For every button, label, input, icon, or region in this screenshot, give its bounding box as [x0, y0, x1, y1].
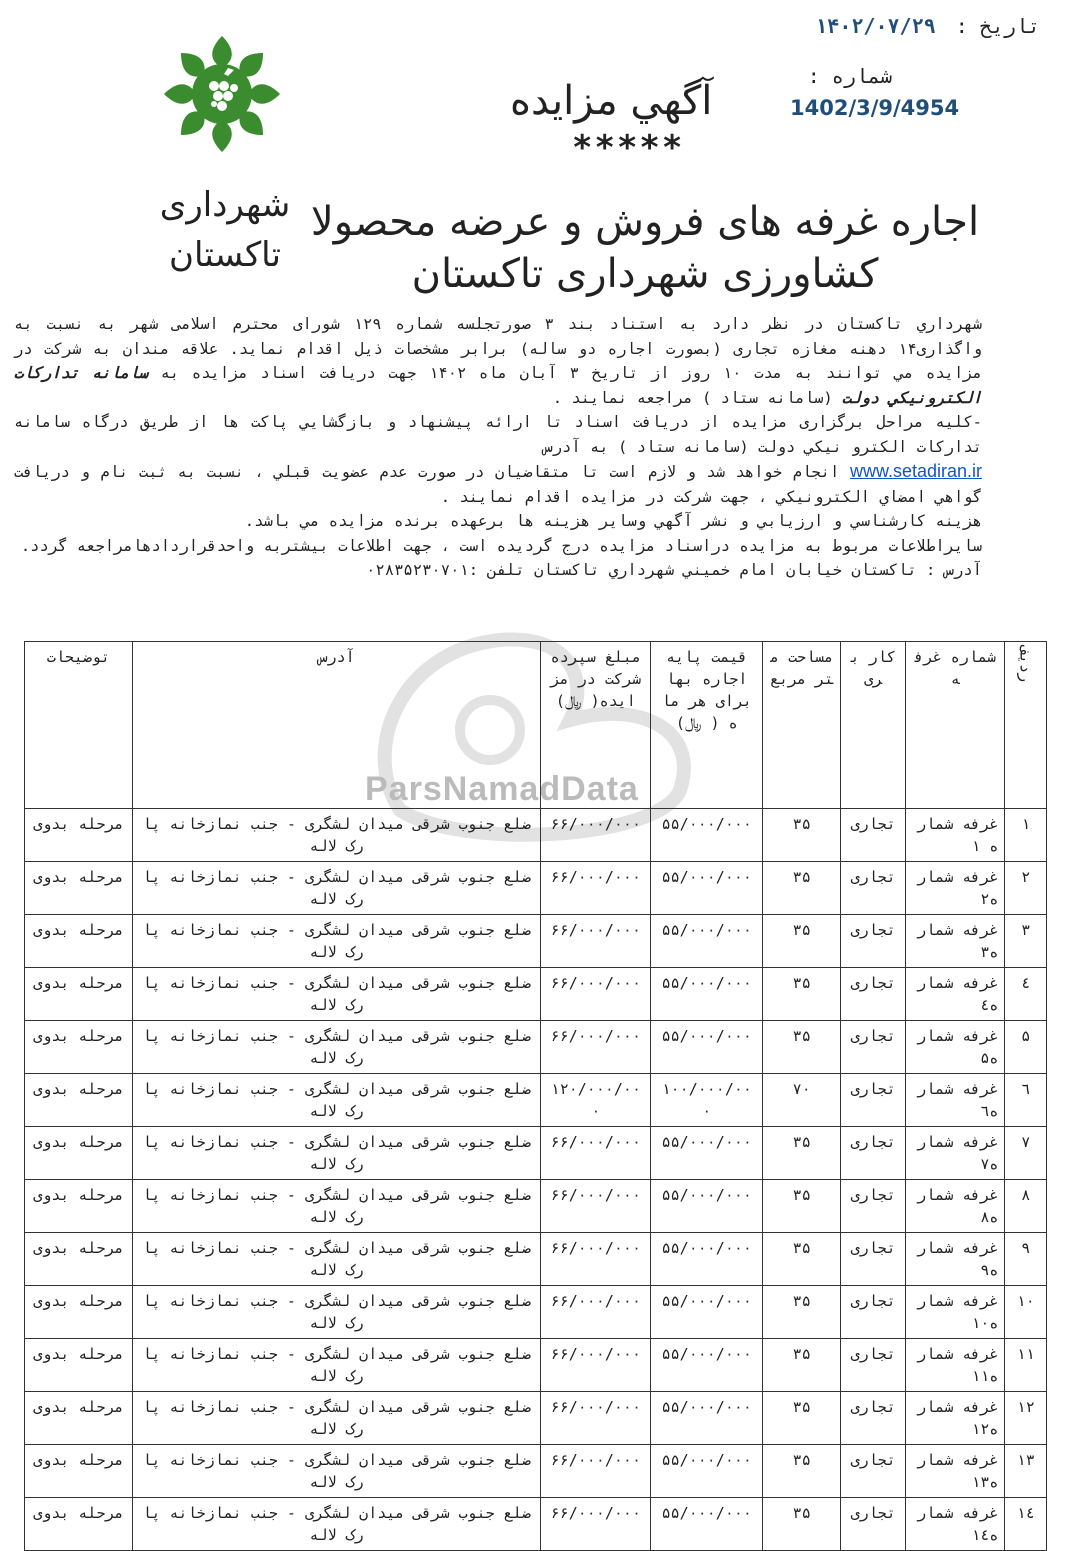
cell-deposit: ۶۶/۰۰۰/۰۰۰ [541, 1233, 651, 1286]
table-row [25, 1074, 1047, 1127]
cell-area: ۳۵ [763, 968, 841, 1021]
cell-number: غرفه شماره۹ [906, 1233, 1005, 1286]
cell-use: تجاری [841, 1021, 906, 1074]
org-name [150, 180, 300, 280]
cell-address: ضلع جنوب شرقی میدان لشگری - جنب نمازخانه پارک لاله [132, 1180, 541, 1233]
cell-area: ۳۵ [763, 1233, 841, 1286]
setadiran-link[interactable]: www.setadiran.ir [849, 461, 982, 481]
cell-rent: ۵۵/۰۰۰/۰۰۰ [651, 1286, 763, 1339]
cell-deposit: ۶۶/۰۰۰/۰۰۰ [541, 1392, 651, 1445]
cell-deposit: ۶۶/۰۰۰/۰۰۰ [541, 1021, 651, 1074]
cell-desc: مرحله بدوی [25, 968, 133, 1021]
body-paragraph-4: سايراطلاعات مربوط به مزايده دراسناد مزايده درج گرديده است ، جهت اطلاعات بيشتربه واحدقراردادهامراجعه گردد. [20, 536, 982, 555]
cell-desc: مرحله بدوی [25, 1233, 133, 1286]
cell-deposit: ۶۶/۰۰۰/۰۰۰ [541, 915, 651, 968]
cell-number: غرفه شماره۱٤ [906, 1498, 1005, 1551]
cell-area: ۳۵ [763, 1392, 841, 1445]
cell-number: غرفه شماره۳ [906, 915, 1005, 968]
cell-row: ۷ [1005, 1127, 1047, 1180]
cell-deposit: ۱۲۰/۰۰۰/۰۰۰ [541, 1074, 651, 1127]
cell-number: غرفه شماره۵ [906, 1021, 1005, 1074]
cell-row: ۹ [1005, 1233, 1047, 1286]
cell-area: ۳۵ [763, 862, 841, 915]
cell-rent: ۵۵/۰۰۰/۰۰۰ [651, 809, 763, 862]
cell-number: غرفه شماره٦ [906, 1074, 1005, 1127]
body-p2-end: انجام خواهد شد و لازم است تا متقاضيان در صورت عدم عضويت قبلي ، نسبت به ثبت نام و دريافت گواهي امضاي الكترونيكي ، جهت شركت در مزايده اقدام نمايند . [14, 463, 982, 506]
cell-use: تجاری [841, 1339, 906, 1392]
cell-deposit: ۶۶/۰۰۰/۰۰۰ [541, 1498, 651, 1551]
cell-use: تجاری [841, 1286, 906, 1339]
notice-title: آگهي مزايده [510, 78, 713, 124]
table-row [25, 1180, 1047, 1233]
table-row [25, 1339, 1047, 1392]
cell-rent: ۱۰۰/۰۰۰/۰۰۰ [651, 1074, 763, 1127]
cell-row: ۱۳ [1005, 1445, 1047, 1498]
cell-area: ۳۵ [763, 1498, 841, 1551]
stars-decoration: ***** [572, 128, 685, 168]
cell-address: ضلع جنوب شرقی میدان لشگری - جنب نمازخانه پارک لاله [132, 1498, 541, 1551]
cell-area: ۷۰ [763, 1074, 841, 1127]
watermark-text: ParsNamadData [365, 770, 639, 808]
cell-row: ۱ [1005, 809, 1047, 862]
cell-use: تجاری [841, 1180, 906, 1233]
body-p1-end: (سامانه ستاد ) مراجعه نمايند . [552, 388, 833, 407]
table-row [25, 1498, 1047, 1551]
notice-body [14, 312, 982, 583]
body-p2-text: -كليه مراحل برگزاری مزايده از دريافت اسناد تا ارائه پيشنهاد و بازگشايي پاكت ها از طريق درگاه سامانه تداركات الكترو نيكي دولت (سامانه ستاد ) به آدرس [14, 413, 982, 456]
cell-desc: مرحله بدوی [25, 862, 133, 915]
cell-row: ۱۱ [1005, 1339, 1047, 1392]
cell-area: ۳۵ [763, 1021, 841, 1074]
cell-number: غرفه شماره۲ [906, 862, 1005, 915]
cell-area: ۳۵ [763, 1180, 841, 1233]
municipality-grape-logo-icon [162, 34, 282, 154]
cell-deposit: ۶۶/۰۰۰/۰۰۰ [541, 1445, 651, 1498]
cell-area: ۳۵ [763, 809, 841, 862]
cell-row: ۱۰ [1005, 1286, 1047, 1339]
cell-address: ضلع جنوب شرقی میدان لشگری - جنب نمازخانه پارک لاله [132, 1074, 541, 1127]
headline-line-1: اجاره غرفه های فروش و عرضه محصولا [310, 199, 980, 245]
number-label: شماره : [807, 64, 892, 88]
cell-row: ۵ [1005, 1021, 1047, 1074]
cell-desc: مرحله بدوی [25, 1498, 133, 1551]
cell-address: ضلع جنوب شرقی میدان لشگری - جنب نمازخانه پارک لاله [132, 1233, 541, 1286]
date-line [815, 14, 1040, 38]
date-label: تاریخ : [955, 14, 1040, 38]
cell-rent: ۵۵/۰۰۰/۰۰۰ [651, 915, 763, 968]
cell-desc: مرحله بدوی [25, 1021, 133, 1074]
cell-rent: ۵۵/۰۰۰/۰۰۰ [651, 1127, 763, 1180]
cell-address: ضلع جنوب شرقی میدان لشگری - جنب نمازخانه پارک لاله [132, 1286, 541, 1339]
lots-table [24, 641, 1047, 1551]
col-header-rent: قیمت پایه اجاره بها برای هر ماه ( ﷼) [651, 642, 763, 809]
cell-row: ۸ [1005, 1180, 1047, 1233]
cell-use: تجاری [841, 809, 906, 862]
cell-row: ۱۲ [1005, 1392, 1047, 1445]
cell-row: ٤ [1005, 968, 1047, 1021]
cell-use: تجاری [841, 1392, 906, 1445]
cell-rent: ۵۵/۰۰۰/۰۰۰ [651, 1180, 763, 1233]
cell-rent: ۵۵/۰۰۰/۰۰۰ [651, 862, 763, 915]
col-header-desc: توضیحات [25, 642, 133, 809]
table-row [25, 915, 1047, 968]
cell-number: غرفه شماره۱۳ [906, 1445, 1005, 1498]
cell-deposit: ۶۶/۰۰۰/۰۰۰ [541, 862, 651, 915]
col-header-use: کار بری [841, 642, 906, 809]
table-row [25, 1127, 1047, 1180]
cell-use: تجاری [841, 1127, 906, 1180]
cell-desc: مرحله بدوی [25, 1445, 133, 1498]
cell-desc: مرحله بدوی [25, 809, 133, 862]
col-header-deposit: مبلغ سپرده شرکت در مزایده( ﷼) [541, 642, 651, 809]
cell-use: تجاری [841, 915, 906, 968]
cell-area: ۳۵ [763, 1339, 841, 1392]
col-header-area: مساحت متر مربع [763, 642, 841, 809]
cell-desc: مرحله بدوی [25, 1127, 133, 1180]
cell-rent: ۵۵/۰۰۰/۰۰۰ [651, 1021, 763, 1074]
table-row [25, 968, 1047, 1021]
table-row [25, 1233, 1047, 1286]
body-paragraph-2b [14, 459, 982, 509]
headline-line-2: کشاورزی شهرداری تاکستان [411, 251, 879, 297]
cell-address: ضلع جنوب شرقی میدان لشگری - جنب نمازخانه پارک لاله [132, 862, 541, 915]
body-p1-emphasis: سامانه تداركات الكترونيكي دولت [14, 364, 982, 407]
cell-deposit: ۶۶/۰۰۰/۰۰۰ [541, 968, 651, 1021]
cell-area: ۳۵ [763, 915, 841, 968]
cell-deposit: ۶۶/۰۰۰/۰۰۰ [541, 1339, 651, 1392]
cell-use: تجاری [841, 1074, 906, 1127]
cell-address: ضلع جنوب شرقی میدان لشگری - جنب نمازخانه پارک لاله [132, 1392, 541, 1445]
cell-rent: ۵۵/۰۰۰/۰۰۰ [651, 1339, 763, 1392]
cell-desc: مرحله بدوی [25, 1339, 133, 1392]
cell-desc: مرحله بدوی [25, 1392, 133, 1445]
cell-rent: ۵۵/۰۰۰/۰۰۰ [651, 1445, 763, 1498]
cell-number: غرفه شماره ۱ [906, 809, 1005, 862]
cell-address: ضلع جنوب شرقی میدان لشگری - جنب نمازخانه پارک لاله [132, 809, 541, 862]
body-p1-text: شهرداري تاكستان در نظر دارد به استناد بند ۳ صورتجلسه شماره ۱۲۹ شورای محترم اسلامی شهر به نسبت به واگذاری۱۴ دهنه مغازه تجاری (بصورت اجاره دو ساله) برابر مشخصات ذيل اقدام نمايد. علاقه مندان به شركت در مزايده مي توانند به مدت ۱۰ روز از تاريخ ۳ آبان ماه ۱۴۰۲ جهت دريافت اسناد مزايده به [14, 315, 983, 382]
cell-row: ۲ [1005, 862, 1047, 915]
cell-address: ضلع جنوب شرقی میدان لشگری - جنب نمازخانه پارک لاله [132, 968, 541, 1021]
cell-deposit: ۶۶/۰۰۰/۰۰۰ [541, 1286, 651, 1339]
cell-number: غرفه شماره۱۲ [906, 1392, 1005, 1445]
table-row [25, 1445, 1047, 1498]
col-header-row: ردیف [1005, 642, 1047, 809]
cell-deposit: ۶۶/۰۰۰/۰۰۰ [541, 1180, 651, 1233]
address-line: آدرس : تاكستان خيابان امام خميني شهرداري تاكستان تلفن :۰۲۸۳۵۲۳۰۷۰۱ [366, 561, 982, 579]
number-value: 1402/3/9/4954 [790, 96, 960, 120]
cell-rent: ۵۵/۰۰۰/۰۰۰ [651, 1233, 763, 1286]
cell-rent: ۵۵/۰۰۰/۰۰۰ [651, 968, 763, 1021]
cell-desc: مرحله بدوی [25, 915, 133, 968]
cell-rent: ۵۵/۰۰۰/۰۰۰ [651, 1392, 763, 1445]
cell-address: ضلع جنوب شرقی میدان لشگری - جنب نمازخانه پارک لاله [132, 1445, 541, 1498]
cell-row: ٦ [1005, 1074, 1047, 1127]
cell-number: غرفه شماره۱۰ [906, 1286, 1005, 1339]
cell-use: تجاری [841, 1445, 906, 1498]
table-row [25, 809, 1047, 862]
cell-desc: مرحله بدوی [25, 1074, 133, 1127]
cell-desc: مرحله بدوی [25, 1180, 133, 1233]
cell-deposit: ۶۶/۰۰۰/۰۰۰ [541, 1127, 651, 1180]
org-name-line-1: شهرداری [159, 185, 291, 225]
cell-number: غرفه شماره۷ [906, 1127, 1005, 1180]
table-row [25, 1392, 1047, 1445]
body-paragraph-1 [14, 312, 982, 410]
cell-use: تجاری [841, 1233, 906, 1286]
table-row [25, 1021, 1047, 1074]
cell-area: ۳۵ [763, 1127, 841, 1180]
table-body [25, 809, 1047, 1551]
cell-rent: ۵۵/۰۰۰/۰۰۰ [651, 1498, 763, 1551]
cell-number: غرفه شماره۱۱ [906, 1339, 1005, 1392]
cell-number: غرفه شماره۸ [906, 1180, 1005, 1233]
headline [300, 196, 990, 300]
cell-address: ضلع جنوب شرقی میدان لشگری - جنب نمازخانه پارک لاله [132, 1339, 541, 1392]
cell-area: ۳۵ [763, 1445, 841, 1498]
org-name-line-2: تاکستان [169, 235, 281, 275]
cell-address: ضلع جنوب شرقی میدان لشگری - جنب نمازخانه پارک لاله [132, 1127, 541, 1180]
cell-address: ضلع جنوب شرقی میدان لشگری - جنب نمازخانه پارک لاله [132, 915, 541, 968]
col-header-address: آدرس [132, 642, 541, 809]
cell-deposit: ۶۶/۰۰۰/۰۰۰ [541, 809, 651, 862]
cell-row: ۱٤ [1005, 1498, 1047, 1551]
cell-row: ۳ [1005, 915, 1047, 968]
cell-address: ضلع جنوب شرقی میدان لشگری - جنب نمازخانه پارک لاله [132, 1021, 541, 1074]
cell-area: ۳۵ [763, 1286, 841, 1339]
body-paragraph-2 [14, 410, 982, 459]
col-header-number: شماره غرفه [906, 642, 1005, 809]
table-row [25, 1286, 1047, 1339]
cell-use: تجاری [841, 1498, 906, 1551]
table-row [25, 862, 1047, 915]
cell-use: تجاری [841, 862, 906, 915]
body-paragraph-3: هزينه كارشناسي و ارزيابي و نشر آگهي وساير هزينه ها برعهده برنده مزايده مي باشد. [244, 512, 982, 530]
cell-use: تجاری [841, 968, 906, 1021]
cell-number: غرفه شماره٤ [906, 968, 1005, 1021]
date-value: ۱۴۰۲/۰۷/۲۹ [815, 14, 936, 38]
cell-desc: مرحله بدوی [25, 1286, 133, 1339]
table-header-row [25, 642, 1047, 809]
